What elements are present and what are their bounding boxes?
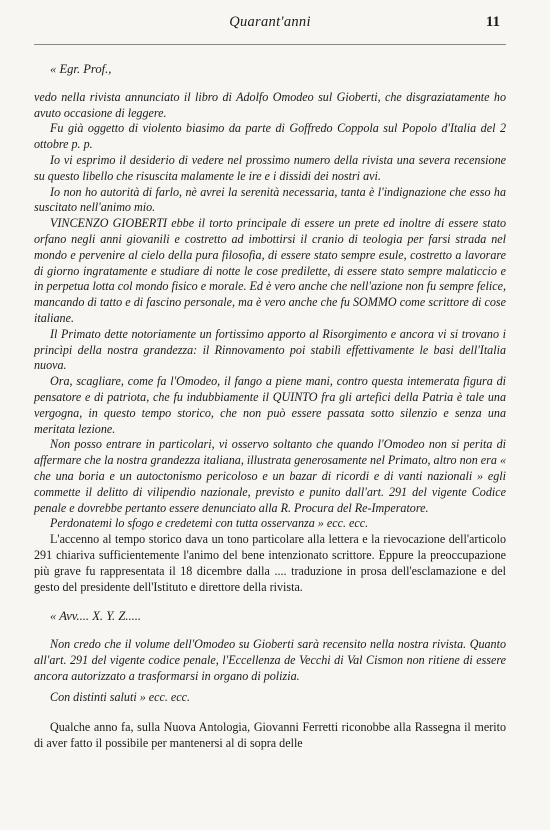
reply-paragraph: Non credo che il volume dell'Omodeo su Gioberti sarà recensito nella nostra rivista. Quanto all'art. 291 del vigente codice penale, l'Eccellenza de Vecchi di Val Cismon non ritiene di essere ancora autorizzato a trasformarsi in organo di polizia. [34,637,506,683]
letter-paragraph: Non posso entrare in particolari, vi osservo soltanto che quando l'Omodeo non si perita di affermare che la nostra grandezza italiana, illustrata generosamente nel Primato, altro non era « che una boria e un autoctonismo pericoloso e un bazar di ricordi e di vanti nazionali » egli commette il delitto di vilipendio nazionale, previsto e punito dall'art. 291 del vigente Codice penale e dovrebbe pertanto essere denunciato alla R. Procura del Re-Imperatore. [34,437,506,515]
page-number: 11 [485,14,500,30]
letter-paragraph: Fu già oggetto di violento biasimo da parte di Goffredo Coppola sul Popolo d'Italia del 2 ottobre p. p. [34,121,506,152]
letter-paragraph: vedo nella rivista annunciato il libro di Adolfo Omodeo sul Gioberti, che disgraziatamente ho avuto occasione di leggere. [34,89,506,120]
narrative-paragraph: Qualche anno fa, sulla Nuova Antologia, Giovanni Ferretti riconobbe alla Rassegna il merito di aver fatto il possibile per mantenersi al di sopra delle [34,720,506,751]
letter-sign-off: Perdonatemi lo sfogo e credetemi con tutta osservanza » ecc. ecc. [50,516,369,531]
letter-paragraph: Il Primato dette notoriamente un fortissimo apporto al Risorgimento e ancora vi si trovano i princìpi della nostra grandezza: il Rinnovamento poi stabilì effettivamente le basi dell'Italia nuova. [34,326,506,373]
narrative-paragraph: L'accenno al tempo storico dava un tono particolare alla lettera e la rievocazione dell'articolo 291 chiariva sufficientemente l'animo del bene intenzionato scrittore. Eppure la preoccupazione più grave fu rappresentata il 18 dicembre dalla .... traduzione in prosa dell'esclamazione e del gesto del presidente dell'Istituto e direttore della rivista. [34,532,506,594]
running-title: Quarant'anni [229,14,311,30]
reply-closing: Con distinti saluti » ecc. ecc. [50,690,191,705]
header-rule [34,44,506,45]
letter-paragraph: VINCENZO GIOBERTI ebbe il torto principale di essere un prete ed inoltre di essere stato orfano negli anni giovanili e costretto ad imbottirsi il cranio di teologia per farsi strada nel mondo e pervenire al cielo della pura filosofia, di essere stato sempre esule, costretto a lavorare di giorno ingratamente e studiare di notte le cose predilette, di essere stato sempre malaticcio e in perpetua lotta col mondo fisico e morale. Ed è vero anche che nell'azione non fu sempre felice, mancando di tatto e di fascino personale, ma è vero anche che fu SOMMO come scrittore di cose italiane. [34,216,506,325]
letter-paragraph: Io non ho autorità di farlo, nè avrei la serenità necessaria, tanta è l'indignazione che esso ha suscitato nell'animo mio. [34,184,506,215]
letter-paragraph: Io vi esprimo il desiderio di vedere nel prossimo numero della rivista una severa recensione su questo libello che risuscita malamente le ire e i dissidi dei nostri avi. [34,152,506,183]
reply-salutation: « Avv.... X. Y. Z..... [50,609,142,624]
page-body [34,62,506,752]
letter-paragraph: Ora, scagliare, come fa l'Omodeo, il fango a piene mani, contro questa intemerata figura di pensatore e di patriota, che fu indubbiamente il QUINTO fra gli artefici della Patria è tale una vergogna, in questo tempo storico, che non può essere passata sotto silenzio e senza una meritata lezione. [34,374,506,436]
page-header [40,14,500,36]
letter-salutation: « Egr. Prof., [50,62,112,76]
